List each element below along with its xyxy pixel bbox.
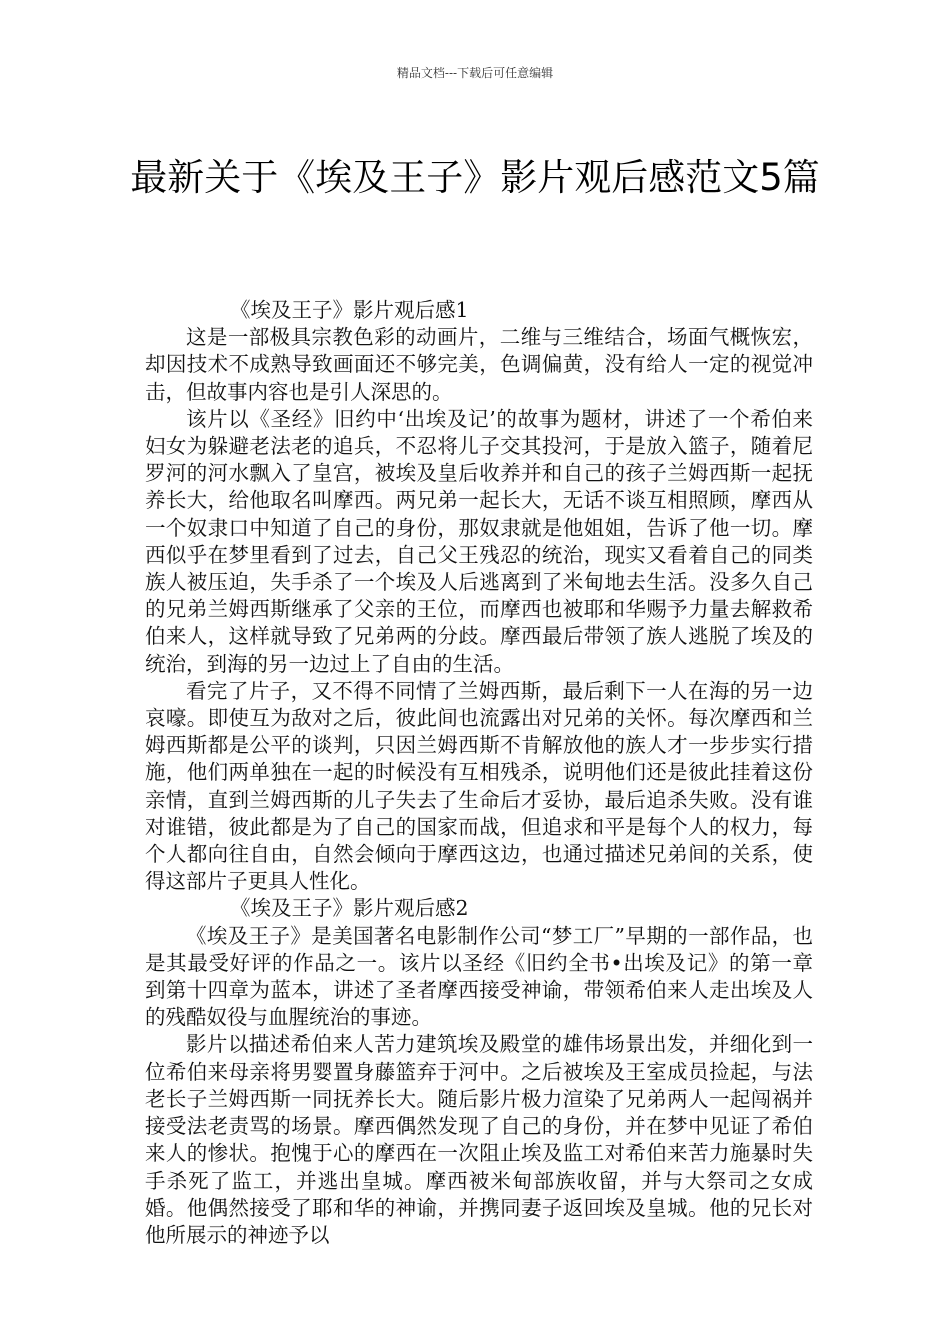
page-header-note: 精品文档---下载后可任意编辑 xyxy=(396,66,554,80)
body-paragraph: 《埃及王子》是美国著名电影制作公司“梦工厂”早期的一部作品，也是其最受好评的作品之一。该片以圣经《旧约全书•出埃及记》的第一章到第十四章为蓝本，讲述了圣者摩西接受神谕，带领希伯来人走出埃及人的残酷奴役与血腥统治的事迹。 xyxy=(145,923,813,1030)
body-paragraph: 该片以《圣经》旧约中‘出埃及记’的故事为题材，讲述了一个希伯来妇女为躲避老法老的追兵，不忍将儿子交其投河，于是放入篮子，随着尼罗河的河水飘入了皇宫，被埃及皇后收养并和自己的孩子兰姆西斯一起抚养长大，给他取名叫摩西。两兄弟一起长大，无话不谈互相照顾，摩西从一个奴隶口中知道了自己的身份，那奴隶就是他姐姐，告诉了他一切。摩西似乎在梦里看到了过去，自己父王残忍的统治，现实又看着自己的同类族人被压迫，失手杀了一个埃及人后逃离到了米甸地去生活。没多久自己的兄弟兰姆西斯继承了父亲的王位，而摩西也被耶和华赐予力量去解救希伯来人，这样就导致了兄弟两的分歧。摩西最后带领了族人逃脱了埃及的统治，到海的另一边过上了自由的生活。 xyxy=(145,406,813,676)
body-paragraph: 影片以描述希伯来人苦力建筑埃及殿堂的雄伟场景出发，并细化到一位希伯来母亲将男婴置身藤篮弃于河中。之后被埃及王室成员捡起，与法老长子兰姆西斯一同抚养长大。随后影片极力渲染了兄弟两人一起闯祸并接受法老责骂的场景。摩西偶然发现了自己的身份，并在梦中见证了希伯来人的惨状。抱愧于心的摩西在一次阻止埃及监工对希伯来苦力施暴时失手杀死了监工，并逃出皇城。摩西被米甸部族收留，并与大祭司之女成婚。他偶然接受了耶和华的神谕，并携同妻子返回埃及皇城。他的兄长对他所展示的神迹予以 xyxy=(145,1032,813,1247)
body-paragraph: 这是一部极具宗教色彩的动画片，二维与三维结合，场面气概恢宏，却因技术不成熟导致画面还不够完美，色调偏黄，没有给人一定的视觉冲击，但故事内容也是引人深思的。 xyxy=(145,325,813,404)
section-heading: 《埃及王子》影片观后感1 xyxy=(230,298,469,322)
section-heading: 《埃及王子》影片观后感2 xyxy=(230,896,469,921)
document-title: 最新关于《埃及王子》影片观后感范文5篇 xyxy=(130,155,820,199)
body-paragraph: 看完了片子，又不得不同情了兰姆西斯，最后剩下一人在海的另一边哀嚎。即使互为敌对之后，彼此间也流露出对兄弟的关怀。每次摩西和兰姆西斯都是公平的谈判，只因兰姆西斯不肯解放他的族人才一步步实行措施，他们两单独在一起的时候没有互相残杀，说明他们还是彼此挂着这份亲情，直到兰姆西斯的儿子失去了生命后才妥协，最后追杀失败。没有谁对谁错，彼此都是为了自己的国家而战，但追求和平是每个人的权力，每个人都向往自由，自然会倾向于摩西这边，也通过描述兄弟间的关系，使得这部片子更具人性化。 xyxy=(145,678,813,894)
document-body xyxy=(145,297,813,1249)
